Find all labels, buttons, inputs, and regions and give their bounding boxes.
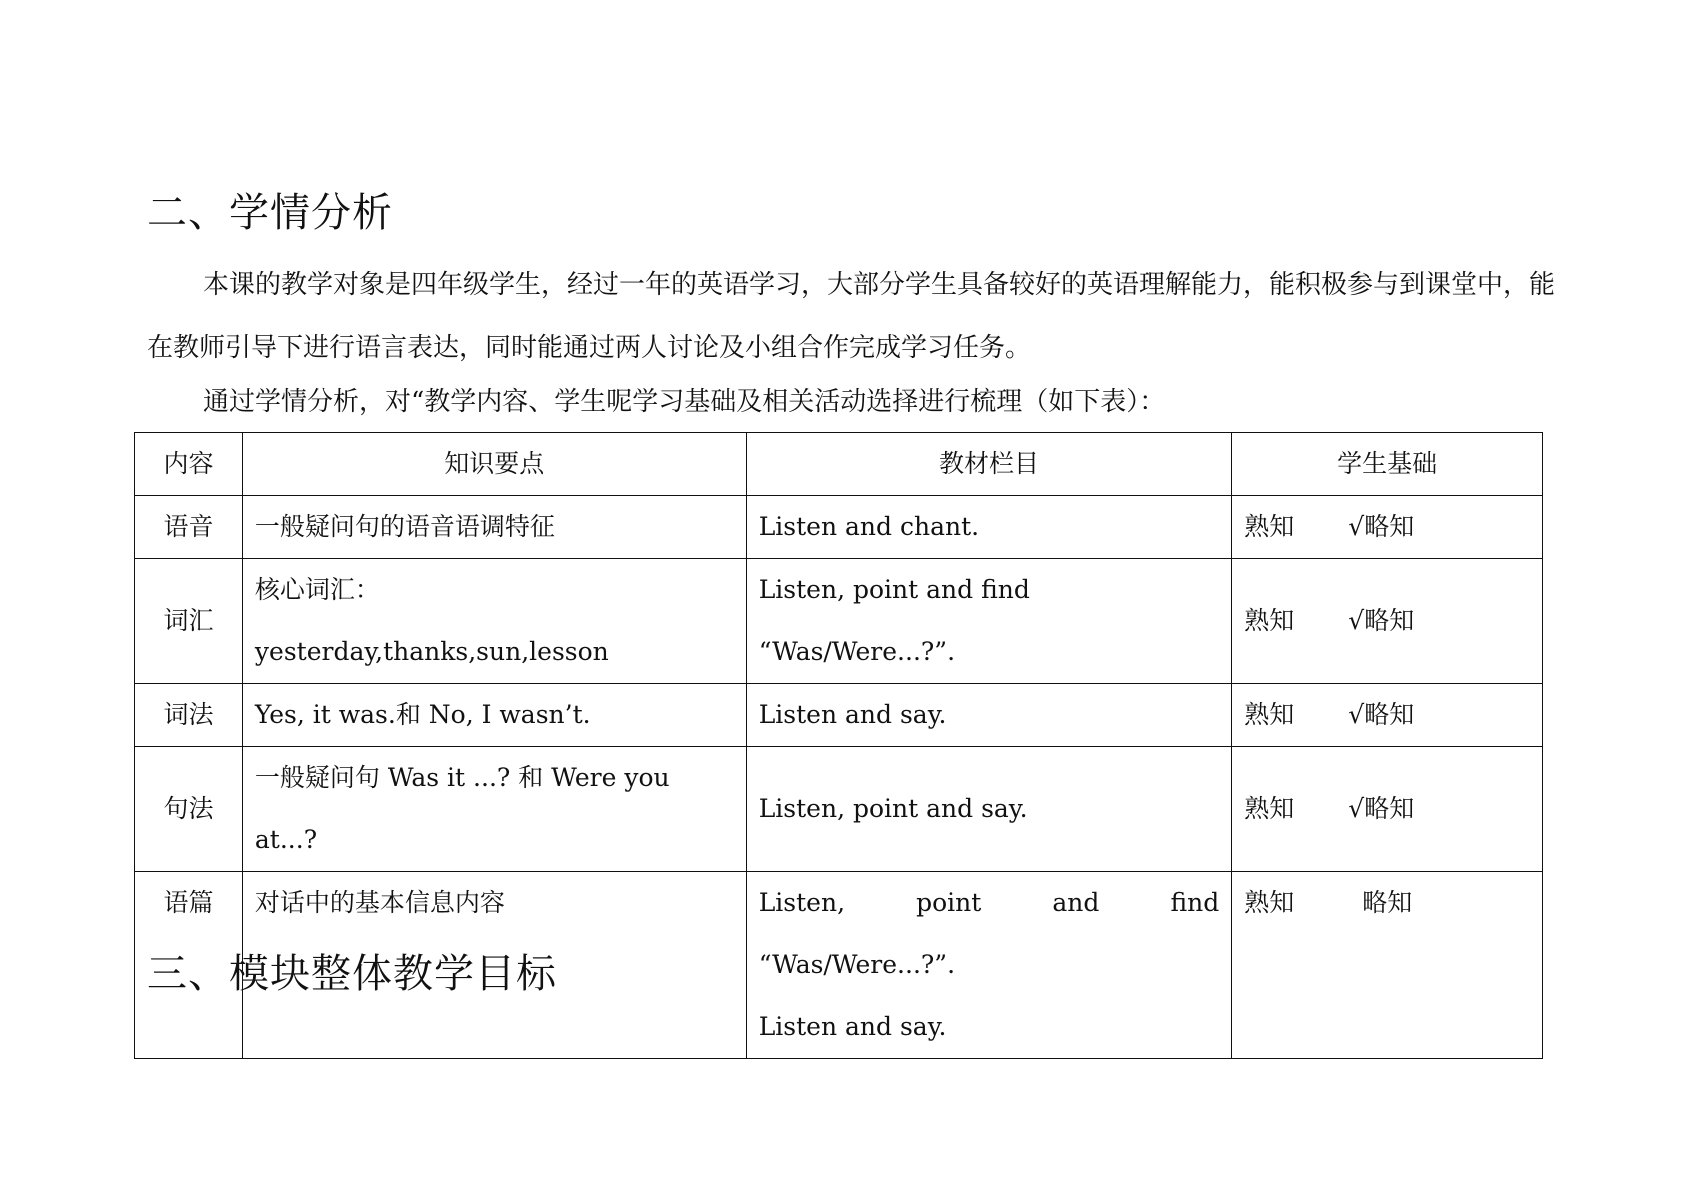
row-knowledge-point: 核心词汇：yesterday,thanks,sun,lesson [242, 559, 746, 684]
basis-somewhat: √略知 [1348, 512, 1415, 541]
basis-familiar: 熟知 [1244, 794, 1295, 823]
row-textbook-section-line-1: Listen, point and find “Was/Were...?”. [758, 888, 1220, 979]
table-row [135, 684, 1543, 747]
row-student-basis [1232, 684, 1543, 747]
row-textbook-section [746, 872, 1232, 1059]
basis-somewhat: 略知 [1362, 888, 1413, 917]
header-student-basis: 学生基础 [1232, 433, 1543, 496]
row-textbook-section-line-2: Listen and say. [758, 1012, 947, 1041]
section-3-heading: 三、模块整体教学目标 [147, 951, 557, 997]
row-student-basis [1232, 872, 1543, 1059]
basis-familiar: 熟知 [1244, 606, 1295, 635]
section-2-heading: 二、学情分析 [147, 190, 393, 236]
row-student-basis [1232, 747, 1543, 872]
row-textbook-section: Listen and say. [746, 684, 1232, 747]
row-category-text: 语篇 [163, 888, 214, 917]
row-knowledge-point: 一般疑问句 Was it ...? 和 Were you at...? [242, 747, 746, 872]
table-row [135, 747, 1543, 872]
basis-familiar: 熟知 [1244, 700, 1295, 729]
row-category: 语音 [135, 496, 243, 559]
header-content: 内容 [135, 433, 243, 496]
table-row [135, 496, 1543, 559]
row-category: 句法 [135, 747, 243, 872]
row-student-basis [1232, 496, 1543, 559]
row-category: 词汇 [135, 559, 243, 684]
learner-analysis-paragraph: 本课的教学对象是四年级学生，经过一年的英语学习，大部分学生具备较好的英语理解能力，能积极参与到课堂中，能在教师引导下进行语言表达，同时能通过两人讨论及小组合作完成学习任务。 [147, 270, 1556, 363]
row-textbook-section: Listen and chant. [746, 496, 1232, 559]
row-textbook-section: Listen, point and find “Was/Were...?”. [746, 559, 1232, 684]
row-knowledge-point-text: 对话中的基本信息内容 [254, 888, 505, 917]
header-knowledge-points: 知识要点 [242, 433, 746, 496]
header-textbook-section: 教材栏目 [746, 433, 1232, 496]
table-header-row [135, 433, 1543, 496]
row-textbook-section: Listen, point and say. [746, 747, 1232, 872]
row-knowledge-point: Yes, it was.和 No, I wasn’t. [242, 684, 746, 747]
table-row [135, 559, 1543, 684]
basis-familiar: 熟知 [1244, 888, 1295, 917]
row-student-basis-line [1244, 872, 1530, 934]
row-student-basis [1232, 559, 1543, 684]
basis-somewhat: √略知 [1348, 606, 1415, 635]
basis-somewhat: √略知 [1348, 794, 1415, 823]
basis-familiar: 熟知 [1244, 512, 1295, 541]
basis-somewhat: √略知 [1348, 700, 1415, 729]
table-intro-paragraph: 通过学情分析，对“教学内容、学生呢学习基础及相关活动选择进行梳理（如下表）： [203, 387, 1166, 417]
row-knowledge-point: 一般疑问句的语音语调特征 [242, 496, 746, 559]
row-category: 词法 [135, 684, 243, 747]
